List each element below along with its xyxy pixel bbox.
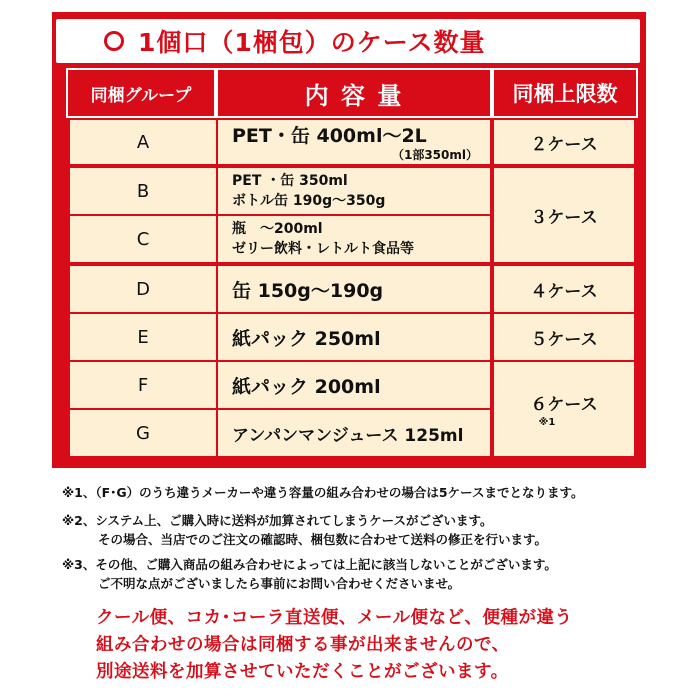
content-g-line1: アンパンマンジュース 125ml	[232, 425, 464, 446]
warning-line-3: 別途送料を加算させていただくことがございます。	[96, 662, 509, 682]
group-f: F	[70, 362, 216, 408]
group-d: D	[70, 266, 216, 312]
limit-bc: ３ケース	[494, 168, 634, 262]
limit-fg-mark: ※1	[538, 417, 556, 428]
content-b	[218, 168, 490, 214]
group-a: A	[70, 120, 216, 164]
note-3b: ご不明な点がございましたら事前にお問い合わせくださいませ。	[98, 576, 461, 591]
content-c	[218, 216, 490, 262]
header-group: 同梱グループ	[66, 68, 216, 118]
content-d	[218, 266, 490, 312]
content-c-line2: ゼリー飲料・レトルト食品等	[232, 241, 414, 257]
content-g	[218, 410, 490, 456]
group-g: G	[70, 410, 216, 456]
header-limit: 同梱上限数	[492, 68, 638, 118]
warning-line-1: クール便、コカ･コーラ直送便、メール便など、便種が違う	[96, 608, 573, 628]
note-1: ※1、（F･G）のうち違うメーカーや違う容量の組み合わせの場合は5ケースまでとなります。	[62, 485, 584, 500]
limit-fg	[494, 362, 634, 456]
content-b-line2: ボトル缶 190g〜350g	[232, 193, 386, 209]
content-d-line1: 缶 150g〜190g	[232, 279, 384, 302]
content-c-line1: 瓶 〜200ml	[232, 221, 323, 237]
group-b: B	[70, 168, 216, 214]
content-e	[218, 314, 490, 360]
circle-icon	[104, 31, 124, 51]
content-f	[218, 362, 490, 408]
content-a-line2: （1部350ml）	[391, 148, 478, 162]
content-a	[218, 120, 490, 164]
note-3a: ※3、その他、ご購入商品の組み合わせによっては上記に該当しないことがございます。	[62, 557, 557, 572]
limit-d: ４ケース	[494, 266, 634, 312]
content-b-line1: PET ・缶 350ml	[232, 173, 348, 189]
group-e: E	[70, 314, 216, 360]
warning-line-2: 組み合わせの場合は同梱する事が出来ませんので、	[96, 635, 510, 655]
title-box	[56, 19, 640, 63]
content-a-line1: PET・缶 400ml〜2L	[232, 125, 427, 147]
content-f-line1: 紙パック 200ml	[232, 375, 381, 398]
limit-fg-label: ６ケース	[530, 395, 598, 415]
header-content: 内 容 量	[216, 68, 492, 118]
page-title: 1個口（1梱包）のケース数量	[138, 28, 486, 57]
group-c: C	[70, 216, 216, 262]
limit-a: ２ケース	[494, 120, 634, 164]
note-2a: ※2、システム上、ご購入時に送料が加算されてしまうケースがございます。	[62, 513, 493, 528]
content-e-line1: 紙パック 250ml	[232, 327, 381, 350]
limit-e: ５ケース	[494, 314, 634, 360]
note-2b: その場合、当店でのご注文の確認時、梱包数に合わせて送料の修正を行います。	[98, 532, 548, 547]
